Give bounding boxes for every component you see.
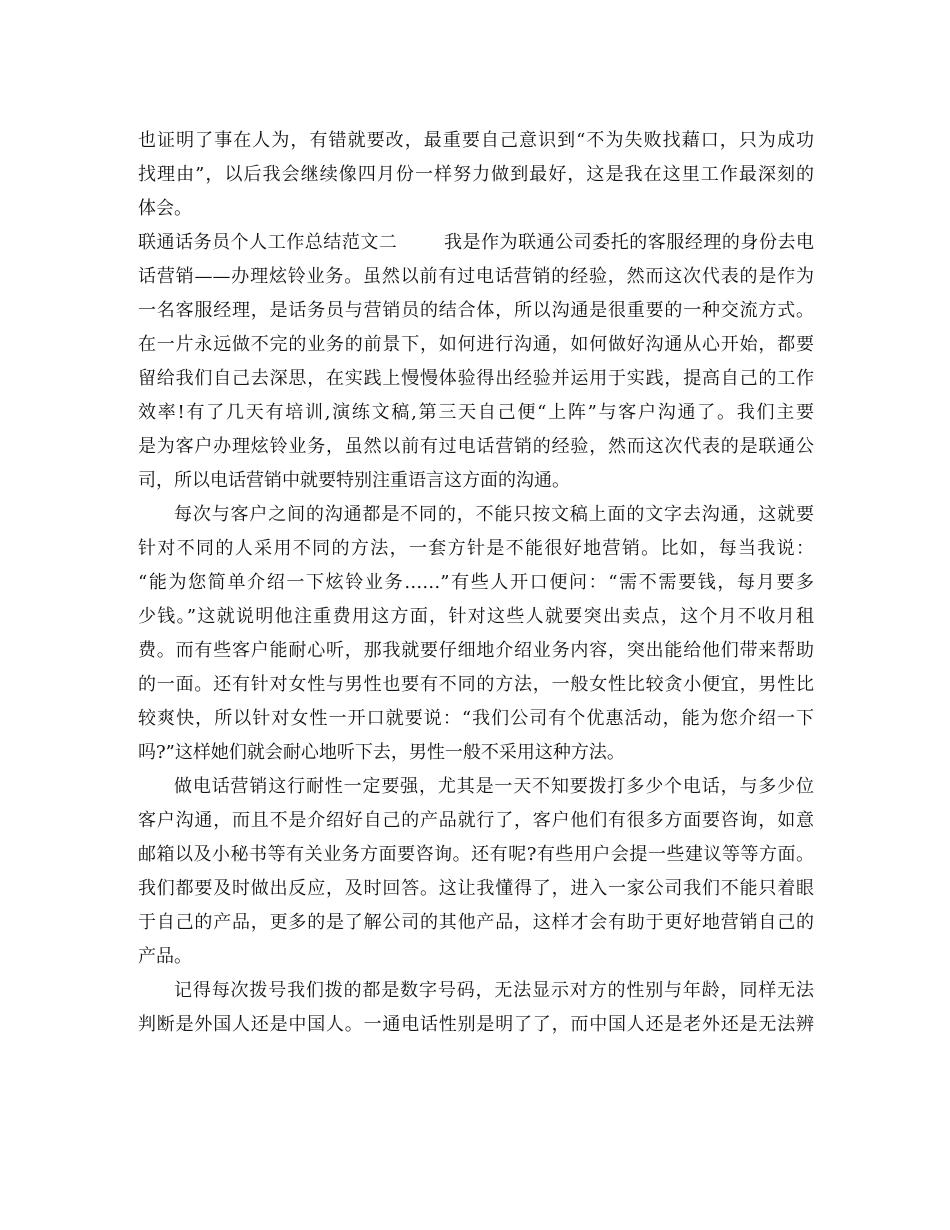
text-line: 留给我们自己去深思，在实践上慢慢体验得出经验并运用于实践，提高自己的工作 <box>138 368 814 389</box>
text-line: 客户沟通，而且不是介绍好自己的产品就行了，客户他们有很多方面要咨询，如意 <box>138 810 814 831</box>
text-line: 一名客服经理，是话务员与营销员的结合体，所以沟通是很重要的一种交流方式。 <box>138 300 814 321</box>
text-line: 吗?”这样她们就会耐心地听下去，男性一般不采用这种方法。 <box>138 742 625 763</box>
text-line: 体会。 <box>138 198 192 219</box>
text-line: 司，所以电话营销中就要特别注重语言这方面的沟通。 <box>138 470 570 491</box>
text-line: 是为客户办理炫铃业务，虽然以前有过电话营销的经验，然而这次代表的是联通公 <box>138 436 814 457</box>
text-line: 也证明了事在人为，有错就要改，最重要自己意识到“不为失败找藉口，只为成功 <box>138 130 814 151</box>
text-line: 我是作为联通公司委托的客服经理的身份去电 <box>443 232 814 253</box>
text-line: 效率!有了几天有培训,演练文稿,第三天自己便“上阵”与客户沟通了。我们主要 <box>138 402 814 423</box>
text-line: 找理由”，以后我会继续像四月份一样努力做到最好，这是我在这里工作最深刻的 <box>138 164 814 185</box>
text-line: 每次与客户之间的沟通都是不同的，不能只按文稿上面的文字去沟通，这就要 <box>174 504 814 525</box>
text-line: 记得每次拨号我们拨的都是数字号码，无法显示对方的性别与年龄，同样无法 <box>174 980 814 1001</box>
document-body <box>138 124 814 1042</box>
text-line: 针对不同的人采用不同的方法，一套方针是不能很好地营销。比如，每当我说： <box>138 538 814 559</box>
text-line: “能为您简单介绍一下炫铃业务……”有些人开口便问：“需不需要钱，每月要多 <box>138 572 814 593</box>
heading-line <box>138 226 814 260</box>
text-line: 话营销——办理炫铃业务。虽然以前有过电话营销的经验，然而这次代表的是作为 <box>138 266 814 287</box>
text-line: 我们都要及时做出反应，及时回答。这让我懂得了，进入一家公司我们不能只着眼 <box>138 878 814 899</box>
text-line: 的一面。还有针对女性与男性也要有不同的方法，一般女性比较贪小便宜，男性比 <box>138 674 814 695</box>
section-heading: 联通话务员个人工作总结范文二 <box>138 232 398 253</box>
text-line: 较爽快，所以针对女性一开口就要说：“我们公司有个优惠活动，能为您介绍一下 <box>138 708 814 729</box>
text-line: 于自己的产品，更多的是了解公司的其他产品，这样才会有助于更好地营销自己的 <box>138 912 814 933</box>
text-line: 费。而有些客户能耐心听，那我就要仔细地介绍业务内容，突出能给他们带来帮助 <box>138 640 814 661</box>
text-line: 判断是外国人还是中国人。一通电话性别是明了了，而中国人还是老外还是无法辨 <box>138 1014 814 1035</box>
text-line: 产品。 <box>138 946 192 967</box>
text-line: 邮箱以及小秘书等有关业务方面要咨询。还有呢?有些用户会提一些建议等等方面。 <box>138 844 814 865</box>
text-line: 做电话营销这行耐性一定要强，尤其是一天不知要拨打多少个电话，与多少位 <box>174 776 814 797</box>
text-line: 少钱。”这就说明他注重费用这方面，针对这些人就要突出卖点，这个月不收月租 <box>138 606 814 627</box>
text-line: 在一片永远做不完的业务的前景下，如何进行沟通，如何做好沟通从心开始，都要 <box>138 334 814 355</box>
